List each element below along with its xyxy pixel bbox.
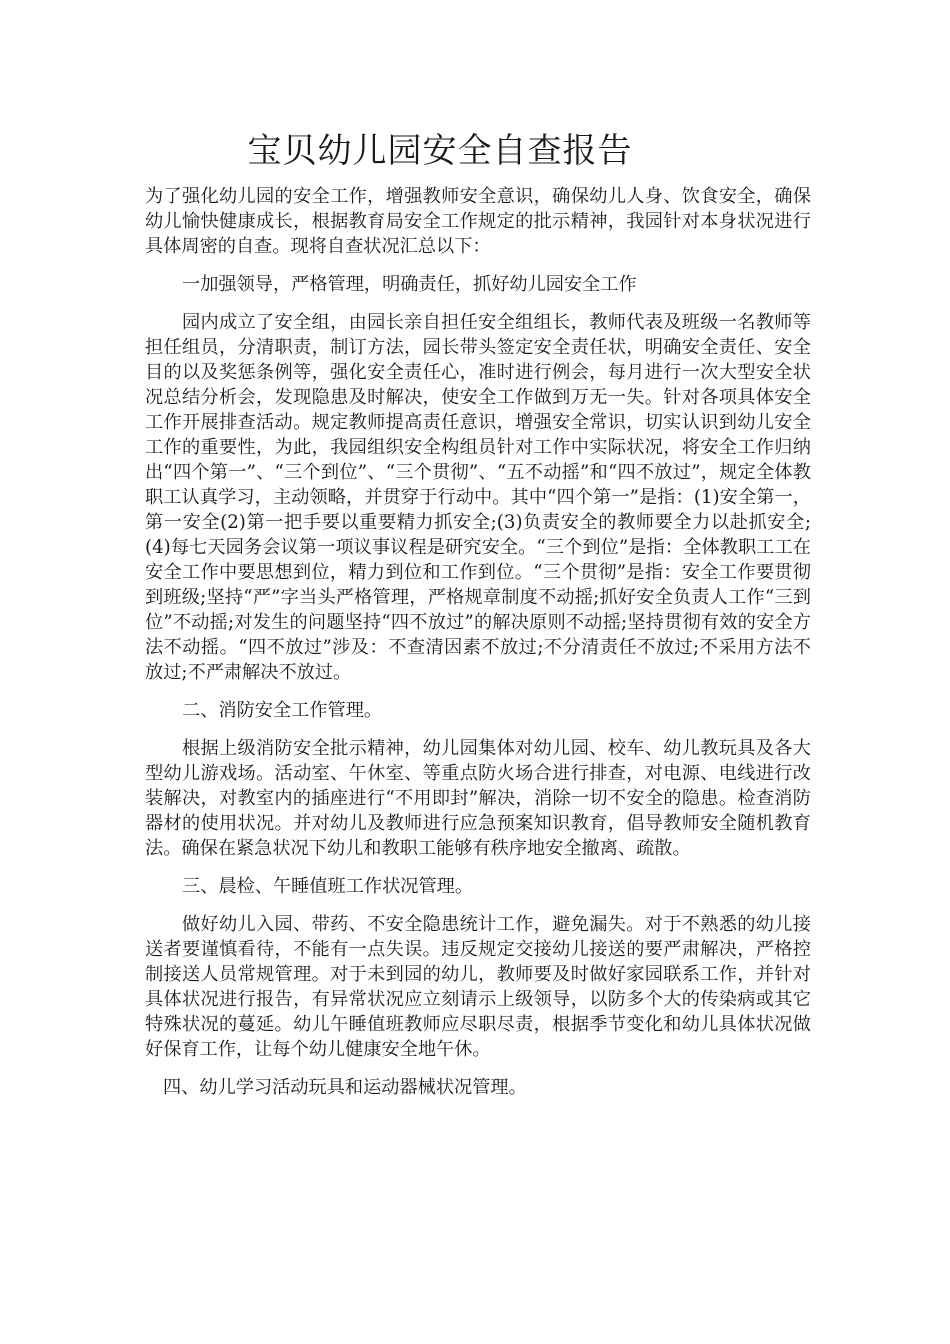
document-body [145, 184, 811, 1100]
section-heading-4: 四、幼儿学习活动玩具和运动器械状况管理。 [163, 1077, 527, 1098]
section-heading-1: 一加强领导，严格管理，明确责任，抓好幼儿园安全工作 [182, 274, 637, 295]
section-paragraph-2: 根据上级消防安全批示精神，幼儿园集体对幼儿园、校车、幼儿教玩具及各大型幼儿游戏场。活动室、午休室、等重点防火场合进行排查，对电源、电线进行改装解决，对教室内的插座进行“不用即封”解决，消除一切不安全的隐患。检查消防器材的使用状况。并对幼儿及教师进行应急预案知识教育，倡导教师安全随机教育法。确保在紧急状况下幼儿和教职工能够有秩序地安全撤离、疏散。 [145, 738, 811, 859]
section-heading-2: 二、消防安全工作管理。 [182, 700, 383, 721]
section-paragraph-1: 园内成立了安全组，由园长亲自担任安全组组长，教师代表及班级一名教师等担任组员，分清职责，制订方法，园长带头签定安全责任状，明确安全责任、安全目的以及奖惩条例等，强化安全责任心，准时进行例会，每月进行一次大型安全状况总结分析会，发现隐患及时解决，使安全工作做到万无一失。针对各项具体安全工作开展排查活动。规定教师提高责任意识，增强安全常识，切实认识到幼儿安全工作的重要性，为此，我园组织安全构组员针对工作中实际状况，将安全工作归纳出“四个第一”、“三个到位”、“三个贯彻”、“五不动摇”和“四不放过”，规定全体教职工认真学习，主动领略，并贯穿于行动中。其中“四个第一”是指：(1)安全第一，第一安全(2)第一把手要以重要精力抓安全;(3)负责安全的教师要全力以赴抓安全;(4)每七天园务会议第一项议事议程是研究安全。“三个到位”是指：全体教职工工在安全工作中要思想到位，精力到位和工作到位。“三个贯彻”是指：安全工作要贯彻到班级;坚持“严”字当头严格管理，严格规章制度不动摇;抓好安全负责人工作“三到位”不动摇;对发生的问题坚持“四不放过”的解决原则不动摇;坚持贯彻有效的安全方法不动摇。“四不放过”涉及：不查清因素不放过;不分清责任不放过;不采用方法不放过;不严肃解决不放过。 [145, 312, 811, 683]
intro-paragraph: 为了强化幼儿园的安全工作，增强教师安全意识，确保幼儿人身、饮食安全，确保幼儿愉快健康成长，根据教育局安全工作规定的批示精神，我园针对本身状况进行具体周密的自查。现将自查状况汇总以下： [145, 186, 811, 257]
section-heading-3: 三、晨检、午睡值班工作状况管理。 [182, 876, 474, 897]
document-title-text: 宝贝幼儿园安全自查报告 [247, 131, 633, 171]
section-paragraph-3: 做好幼儿入园、带药、不安全隐患统计工作，避免漏失。对于不熟悉的幼儿接送者要谨慎看待，不能有一点失误。违反规定交接幼儿接送的要严肃解决，严格控制接送人员常规管理。对于未到园的幼儿，教师要及时做好家园联系工作，并针对具体状况进行报告，有异常状况应立刻请示上级领导，以防多个大的传染病或其它特殊状况的蔓延。幼儿午睡值班教师应尽职尽责，根据季节变化和幼儿具体状况做好保育工作，让每个幼儿健康安全地午休。 [145, 914, 811, 1060]
document-title [0, 126, 950, 176]
